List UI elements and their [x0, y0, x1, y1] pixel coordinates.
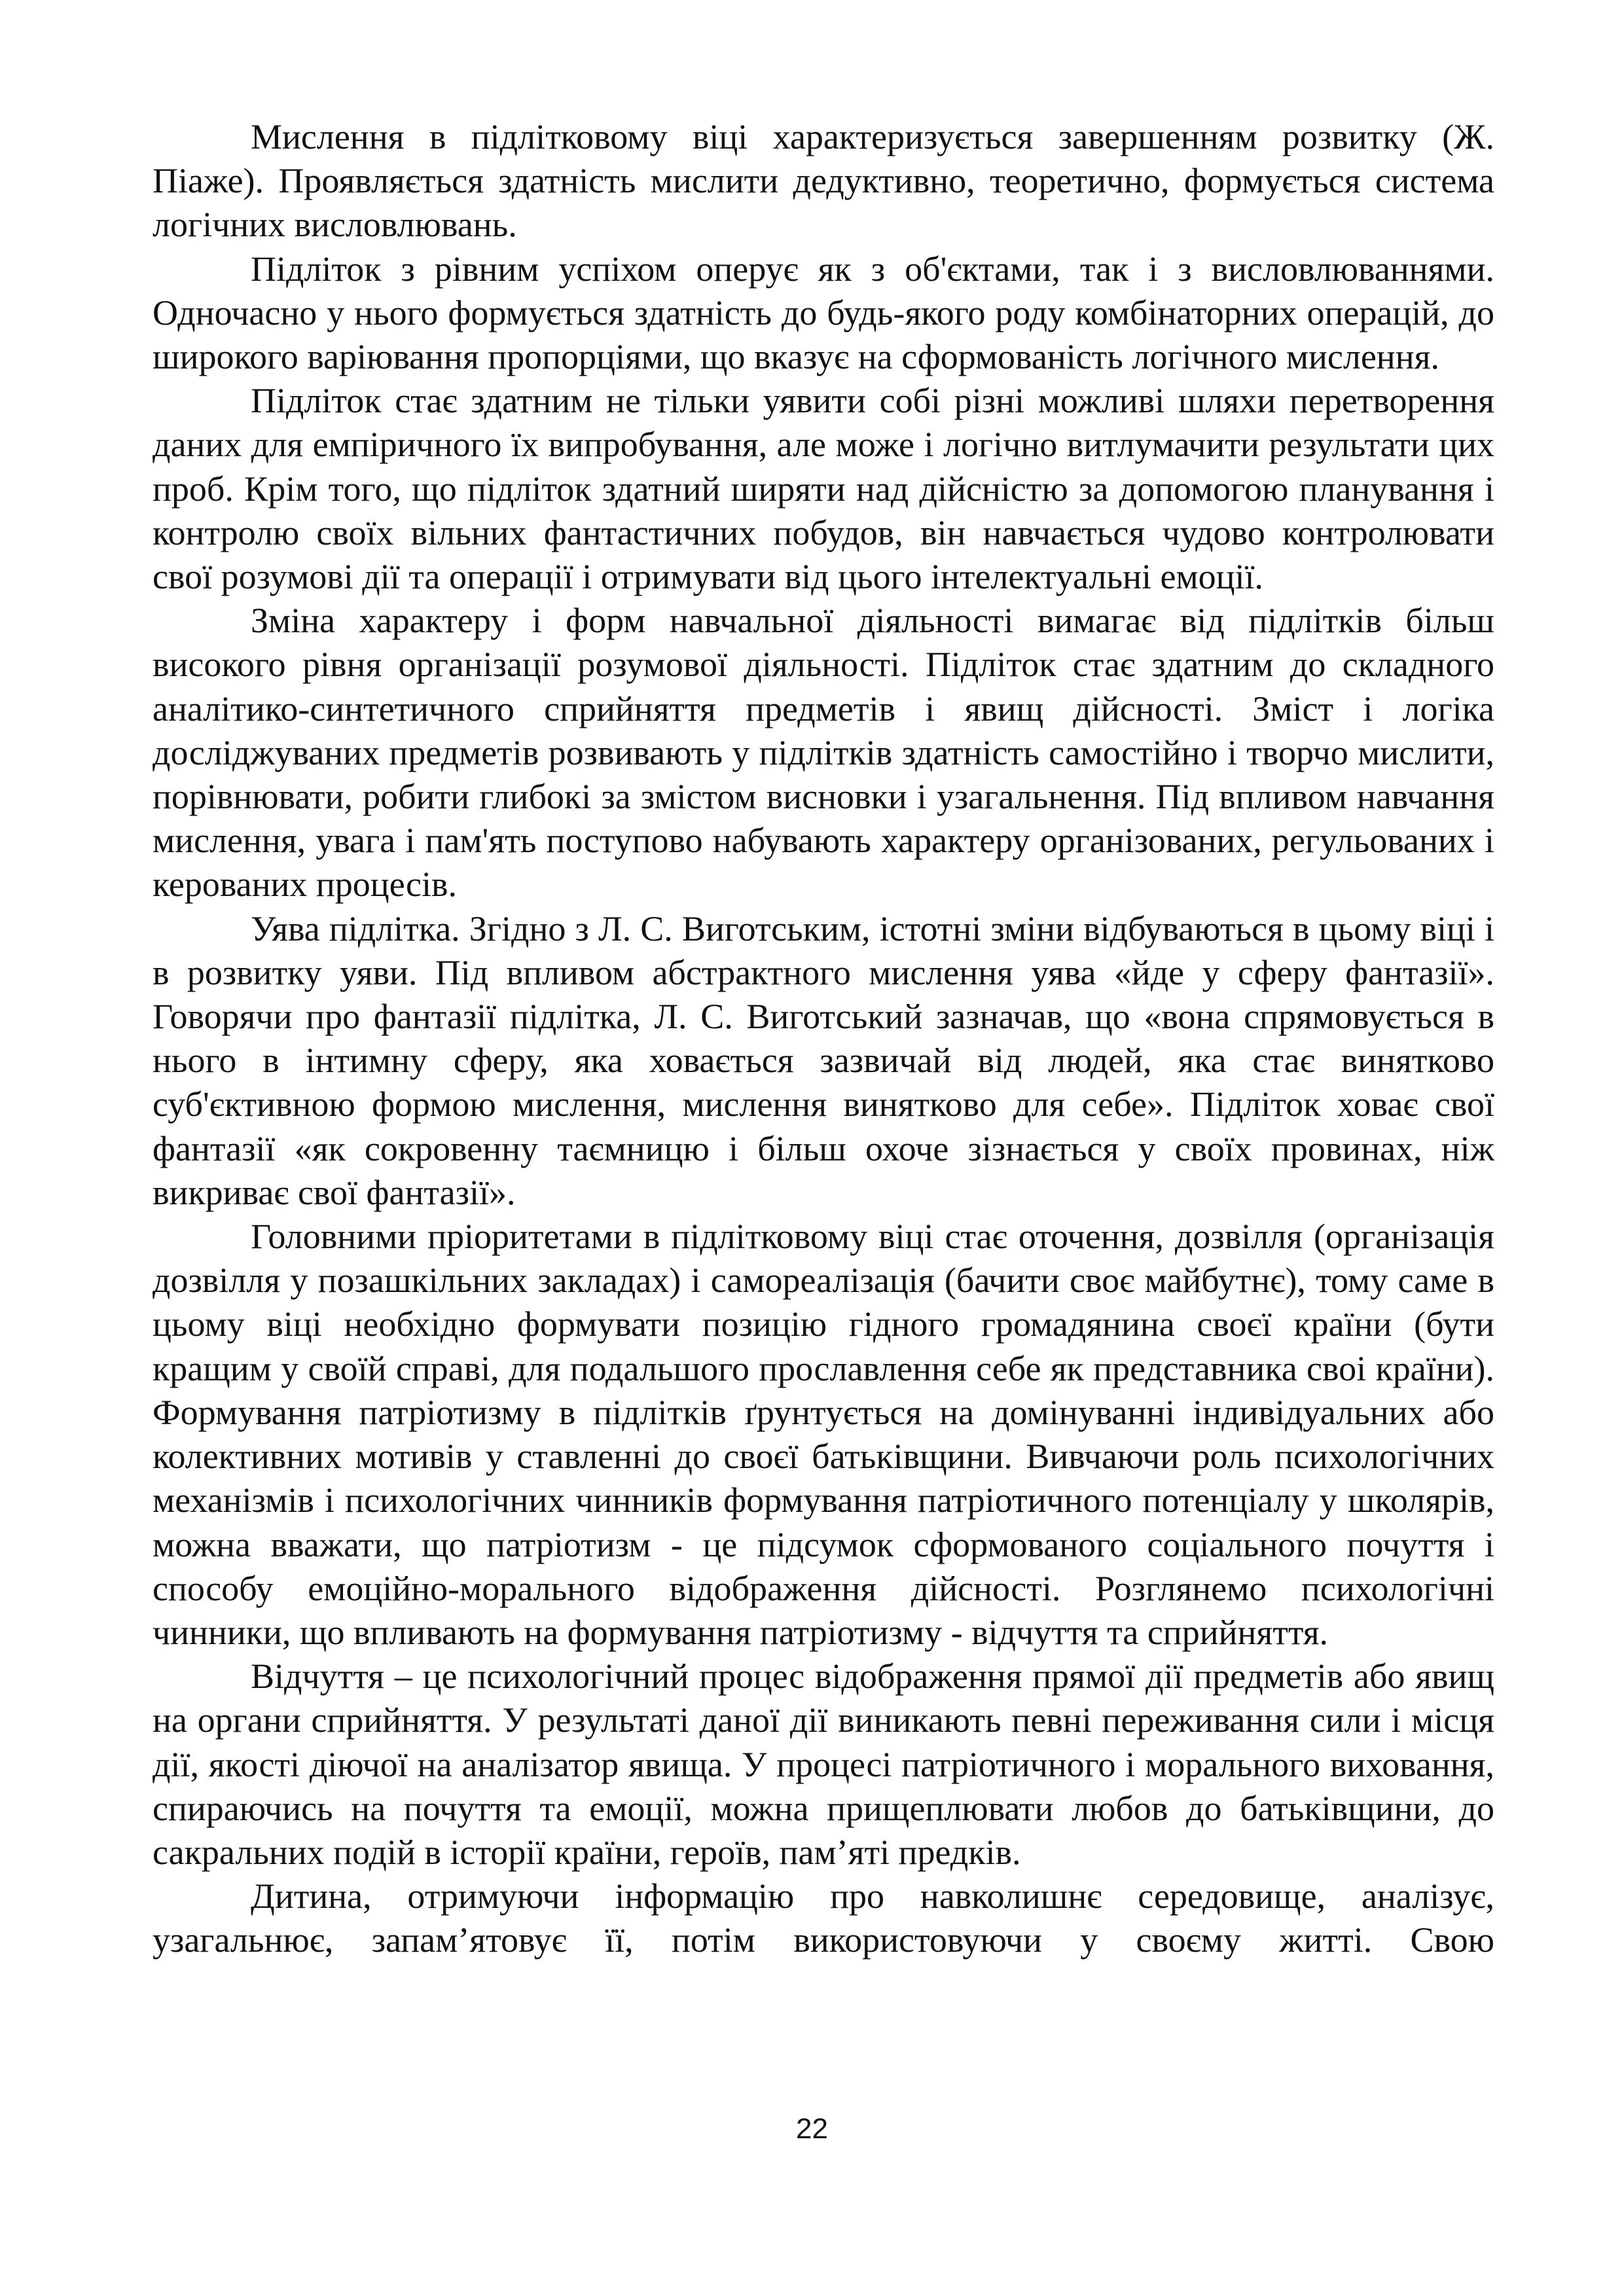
paragraph-sensation: Відчуття – це психологічний процес відображення прямої дії предметів або явищ на органи сприйняття. У результаті даної дії виникають певні переживання сили і місця дії, якості діючої на аналізатор явища. У процесі патріотичного і морального виховання, спираючись на почуття та емоції, можна прищеплювати любов до батьківщини, до сакральних подій в історії країни, героїв, пам’яті предків. — [153, 1657, 1494, 1872]
paragraph-learning-activity: Зміна характеру і форм навчальної діяльності вимагає від підлітків більш високого рівня організації розумової діяльності. Підліток стає здатним до складного аналітико-синтетичного сприйняття предметів і явищ дійсності. Зміст і логіка досліджуваних предметів розвивають у підлітків здатність самостійно і творчо мислити, порівнювати, робити глибокі за змістом висновки і узагальнення. Під впливом навчання мислення, увага і пам'ять поступово набувають характеру організованих, регульованих і керованих процесів. — [153, 601, 1494, 905]
paragraph-empirical-testing: Підліток стає здатним не тільки уявити собі різні можливі шляхи перетворення даних для емпіричного їх випробування, але може і логічно витлумачити результати цих проб. Крім того, що підліток здатний ширяти над дійсністю за допомогою планування і контролю своїх вільних фантастичних побудов, він навчається чудово контролювати свої розумові дії та операції і отримувати від цього інтелектуальні емоції. — [153, 381, 1494, 597]
paragraph-operations: Підліток з рівним успіхом оперує як з об'єктами, так і з висловлюваннями. Одночасно у нього формується здатність до будь-якого роду комбінаторних операцій, до широкого варіювання пропорціями, що вказує на сформованість логічного мислення. — [153, 249, 1494, 377]
paragraph-priorities-patriotism: Головними пріоритетами в підлітковому віці стає оточення, дозвілля (організація дозвілля у позашкільних закладах) і самореалізація (бачити своє майбутнє), тому саме в цьому віці необхідно формувати позицію гідного громадянина своєї країни (бути кращим у своїй справі, для подальшого прославлення себе як представника своі країни). Формування патріотизму в підлітків ґрунтується на домінуванні індивідуальних або колективних мотивів у ставленні до своєї батьківщини. Вивчаючи роль психологічних механізмів і психологічних чинників формування патріотичного потенціалу у школярів, можна вважати, що патріотизм - це підсумок сформованого соціального почуття і способу емоційно-морального відображення дійсності. Розглянемо психологічні чинники, що впливають на формування патріотизму - відчуття та сприйняття. — [153, 1217, 1494, 1652]
paragraph-child-information: Дитина, отримуючи інформацію про навколишнє середовище, аналізує, узагальнює, запам’ятовує її, потім використовуючи у своєму житті. Свою — [153, 1876, 1494, 1960]
body-text — [153, 115, 1494, 1963]
page-number: 22 — [796, 2113, 828, 2145]
paragraph-imagination: Уява підлітка. Згідно з Л. С. Виготським, істотні зміни відбуваються в цьому віці і в розвитку уяви. Під впливом абстрактного мислення уява «йде у сферу фантазії». Говорячи про фантазії підлітка, Л. С. Виготський зазначав, що «вона спрямовується в нього в інтимну сферу, яка ховається зазвичай від людей, яка стає винятково суб'єктивною формою мислення, мислення винятково для себе». Підліток ховає свої фантазії «як сокровенну таємницю і більш охоче зізнається у своїх провинах, ніж викриває свої фантазії». — [153, 908, 1494, 1212]
paragraph-thinking-adolescence: Мислення в підлітковому віці характеризується завершенням розвитку (Ж. Піаже). Проявляється здатність мислити дедуктивно, теоретично, формується система логічних висловлювань. — [153, 117, 1494, 245]
